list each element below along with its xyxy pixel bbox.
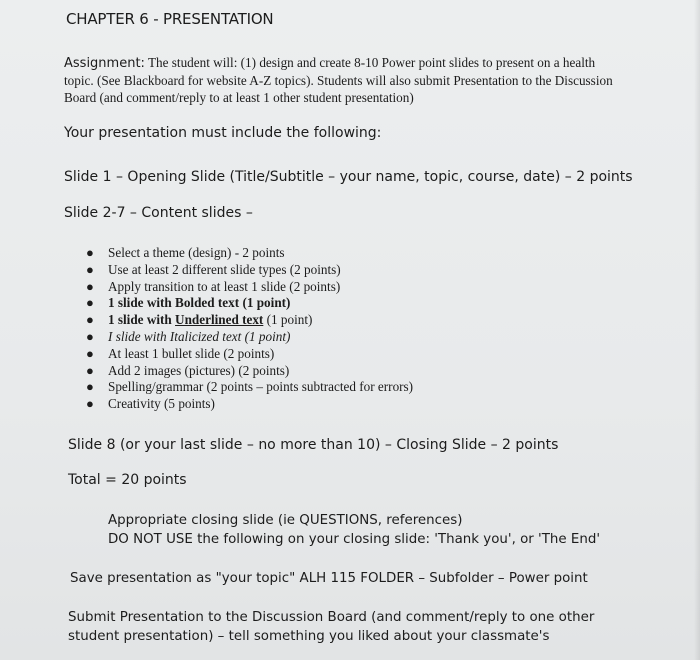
must-include-heading: Your presentation must include the following: [64, 125, 382, 141]
content-slide-bullet-list [86, 245, 413, 413]
assignment-text: The student will: (1) design and create 8-10 Power point slides to present on a health topic. (See Blackboard for website A-Z topics). Students will also submit Presentation to the Discussion Board (and comment/reply to at least 1 other student presentation) [64, 55, 613, 105]
bullet-icon: ● [86, 362, 94, 378]
assignment-paragraph [64, 54, 624, 106]
submit-instruction-line1: Submit Presentation to the Discussion Board (and comment/reply to one other [68, 610, 595, 625]
list-item: ● Apply transition to at least 1 slide (2 points) [86, 278, 341, 294]
bullet-icon: ● [86, 261, 94, 277]
slide2-7-requirement: Slide 2-7 – Content slides – [64, 205, 253, 221]
save-instruction: Save presentation as "your topic" ALH 115 FOLDER – Subfolder – Power point [70, 571, 588, 586]
bullet-icon: ● [86, 328, 94, 344]
list-item: ● Creativity (5 points) [86, 396, 215, 412]
closing-slide-note: Appropriate closing slide (ie QUESTIONS, references) [108, 513, 463, 528]
list-item: ● 1 slide with Bolded text (1 point) [86, 295, 291, 311]
bullet-icon: ● [86, 312, 94, 328]
list-item: ● 1 slide with Underlined text (1 point) [86, 312, 313, 328]
closing-slide-warning: DO NOT USE the following on your closing slide: 'Thank you', or 'The End' [108, 532, 601, 547]
submit-instruction-line2: student presentation) – tell something you liked about your classmate's [68, 629, 550, 644]
list-item: ● At least 1 bullet slide (2 points) [86, 345, 275, 361]
slide8-requirement: Slide 8 (or your last slide – no more than 10) – Closing Slide – 2 points [68, 437, 559, 453]
slide1-requirement: Slide 1 – Opening Slide (Title/Subtitle – your name, topic, course, date) – 2 points [64, 169, 633, 185]
assignment-label: Assignment: [64, 56, 145, 71]
bullet-icon: ● [86, 295, 94, 311]
list-item: ● Select a theme (design) - 2 points [86, 245, 285, 260]
bullet-icon: ● [86, 245, 94, 260]
bullet-icon: ● [86, 396, 94, 412]
list-item: ● I slide with Italicized text (1 point) [86, 328, 291, 344]
list-item: ● Add 2 images (pictures) (2 points) [86, 362, 290, 378]
bullet-icon: ● [86, 345, 94, 361]
page-edge-shadow [694, 0, 700, 660]
total-points: Total = 20 points [68, 472, 187, 488]
bullet-icon: ● [86, 278, 94, 294]
list-item: ● Spelling/grammar (2 points – points subtracted for errors) [86, 379, 414, 395]
bullet-icon: ● [86, 379, 94, 395]
underlined-text: Underlined text [175, 312, 264, 328]
chapter-title: CHAPTER 6 - PRESENTATION [66, 10, 274, 28]
list-item: ● Use at least 2 different slide types (2 points) [86, 261, 341, 277]
